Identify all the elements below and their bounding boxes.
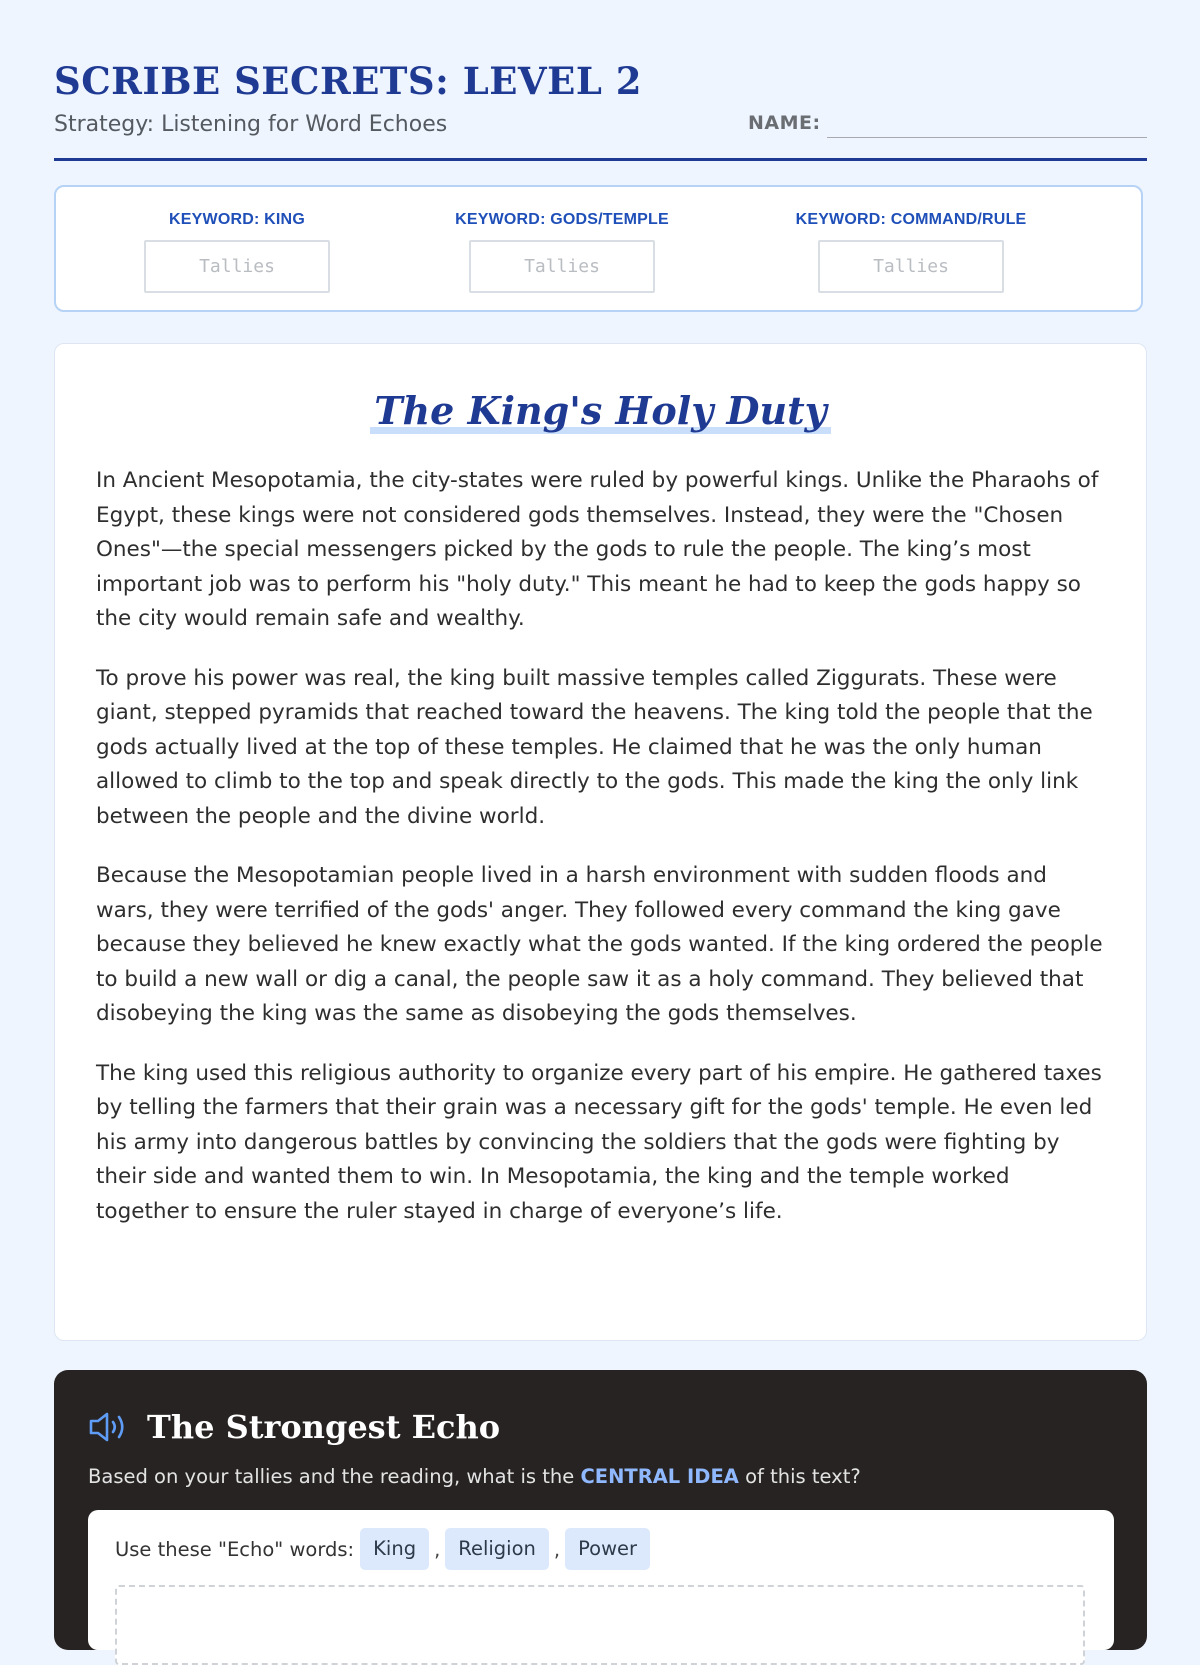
- question-text-after: of this text?: [738, 1465, 861, 1488]
- strategy-subtitle: Strategy: Listening for Word Echoes: [54, 112, 448, 137]
- speaker-icon: [88, 1410, 128, 1444]
- name-field[interactable]: [827, 137, 1147, 138]
- tally-column-command-rule: [791, 210, 1031, 293]
- tally-column-king: [117, 210, 357, 293]
- echo-answer-box: [88, 1510, 1114, 1650]
- word-separator: ,: [553, 1537, 561, 1561]
- central-idea-highlight: CENTRAL IDEA: [580, 1465, 739, 1488]
- tally-input-king[interactable]: [144, 240, 330, 293]
- reading-paragraph: In Ancient Mesopotamia, the city-states were ruled by powerful kings. Unlike the Pharaohs of Egypt, these kings were not considered gods themselves. Instead, they were the "Chosen Ones"—the special messengers picked by the gods to rule the people. The king’s most important job was to perform his "holy duty." This meant he had to keep the gods happy so the city would remain safe and wealthy.: [96, 468, 1099, 631]
- keyword-label-gods-temple: KEYWORD: GODS/TEMPLE: [455, 211, 669, 228]
- echo-word-chip-power: Power: [565, 1528, 650, 1570]
- tally-input-gods-temple[interactable]: [469, 240, 655, 293]
- echo-word-chip-religion: Religion: [445, 1528, 549, 1570]
- strongest-echo-panel: [54, 1370, 1147, 1650]
- keyword-label-command-rule: KEYWORD: COMMAND/RULE: [795, 211, 1027, 228]
- reading-title: [55, 388, 1146, 434]
- question-text-before: Based on your tallies and the reading, what is the: [88, 1465, 581, 1488]
- reading-body: [96, 464, 1106, 1254]
- tally-column-gods-temple: [442, 210, 682, 293]
- reading-paragraph: To prove his power was real, the king built massive temples called Ziggurats. These were giant, stepped pyramids that reached toward the heavens. The king told the people that the gods actually lived at the top of these temples. He claimed that he was the only human allowed to climb to the top and speak directly to the gods. This made the king the only link between the people and the divine world.: [96, 665, 1093, 829]
- central-idea-answer-field[interactable]: [115, 1585, 1085, 1665]
- reading-paragraph: The king used this religious authority to organize every part of his empire. He gathered taxes by telling the farmers that their grain was a necessary gift for the gods' temple. He even led his army into dangerous battles by convincing the soldiers that the gods were fighting by their side and wanted them to win. In Mesopotamia, the king and the temple worked together to ensure the ruler stayed in charge of everyone’s life.: [96, 1060, 1102, 1224]
- central-idea-question: [88, 1463, 861, 1491]
- keyword-tally-panel: [54, 185, 1143, 312]
- echo-section-title: The Strongest Echo: [147, 1408, 501, 1446]
- word-separator: ,: [434, 1537, 441, 1561]
- worksheet-header: [54, 58, 1147, 161]
- reading-title-text: The King's Holy Duty: [370, 388, 830, 434]
- echo-word-chip-king: King: [360, 1528, 429, 1570]
- echo-words-row: [115, 1528, 650, 1570]
- reading-passage-card: [54, 343, 1147, 1341]
- keyword-label-king: KEYWORD: KING: [169, 211, 305, 228]
- page-title: SCRIBE SECRETS: LEVEL 2: [54, 59, 642, 103]
- reading-paragraph: Because the Mesopotamian people lived in a harsh environment with sudden floods and wars, they were terrified of the gods' anger. They followed every command the king gave because they believed he knew exactly what the gods wanted. If the king ordered the people to build a new wall or dig a canal, the people saw it as a holy command. They believed that disobeying the king was the same as disobeying the gods themselves.: [96, 863, 1103, 1026]
- echo-words-label: Use these "Echo" words:: [115, 1537, 355, 1561]
- tally-input-command-rule[interactable]: [818, 240, 1004, 293]
- name-label: NAME:: [748, 112, 821, 134]
